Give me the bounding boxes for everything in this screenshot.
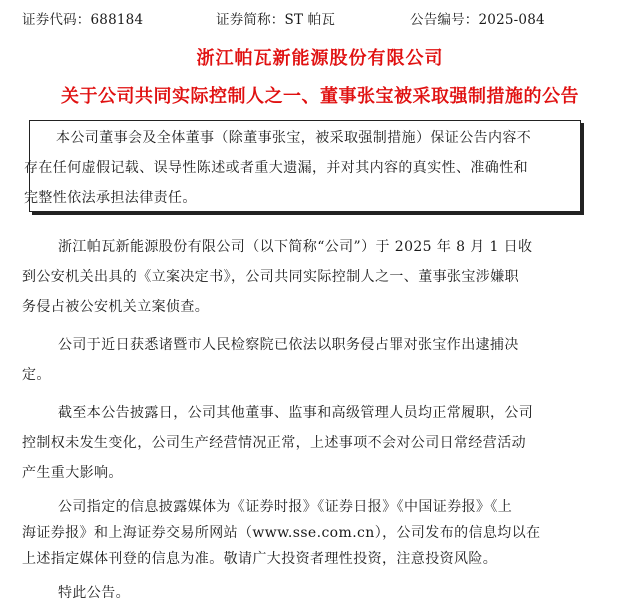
paragraph-line: 定。 (22, 367, 51, 383)
paragraph-line: 截至本公告披露日，公司其他董事、监事和高级管理人员均正常履职，公司 (58, 405, 534, 421)
paragraph-line: 务侵占被公安机关立案侦查。 (22, 299, 210, 315)
statement-line: 存在任何虚假记载、误导性陈述或者重大遗漏，并对其内容的真实性、准确性和 (24, 160, 528, 176)
closing-line: 特此公告。 (58, 585, 130, 601)
paragraph-line: 海证券报》和上海证券交易所网站（www.sse.com.cn），公司发布的信息均以在 (22, 525, 541, 541)
paragraph-line: 浙江帕瓦新能源股份有限公司（以下简称“公司”）于 2025 年 8 月 1 日收 (58, 239, 533, 255)
board-statement-box (24, 120, 581, 212)
stock-code: 证券代码：688184 (22, 12, 144, 28)
paragraph-line: 上述指定媒体刊登的信息为准。敬请广大投资者理性投资，注意投资风险。 (22, 551, 498, 567)
announcement-title: 关于公司共同实际控制人之一、董事张宝被采取强制措施的公告 (61, 86, 579, 107)
statement-line: 本公司董事会及全体董事（除董事张宝，被采取强制措施）保证公告内容不 (56, 130, 532, 146)
stock-abbreviation: 证券简称：ST 帕瓦 (216, 12, 336, 28)
paragraph-line: 到公安机关出具的《立案决定书》，公司共同实际控制人之一、董事张宝涉嫌职 (22, 269, 519, 285)
paragraph-line: 公司指定的信息披露媒体为《证券时报》《证券日报》《中国证券报》《上 (58, 499, 513, 515)
header-row (22, 8, 632, 30)
paragraph-line: 公司于近日获悉诸暨市人民检察院已依法以职务侵占罪对张宝作出逮捕决 (58, 337, 519, 353)
statement-line: 完整性依法承担法律责任。 (24, 190, 197, 206)
company-title: 浙江帕瓦新能源股份有限公司 (196, 48, 444, 69)
announcement-number: 公告编号：2025-084 (410, 12, 545, 28)
paragraph-line: 产生重大影响。 (22, 465, 123, 481)
paragraph-line: 控制权未发生变化，公司生产经营情况正常，上述事项不会对公司日常经营活动 (22, 435, 526, 451)
